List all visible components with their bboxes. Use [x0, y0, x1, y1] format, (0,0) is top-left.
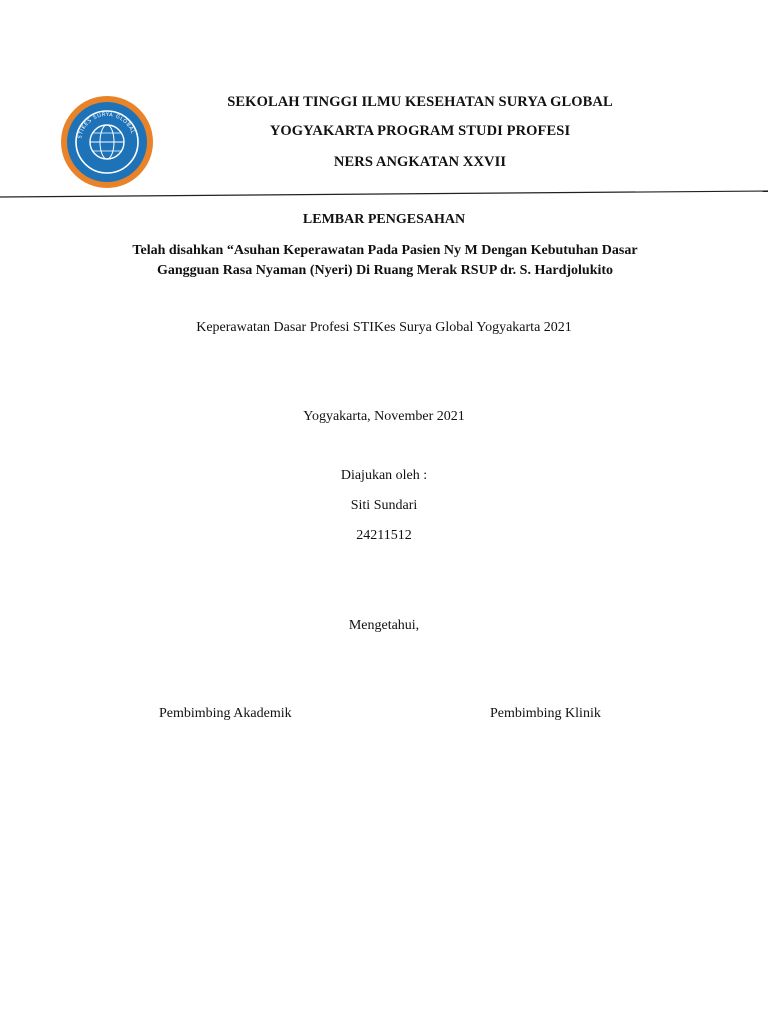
- header-line-1: SEKOLAH TINGGI ILMU KESEHATAN SURYA GLOBAL: [227, 94, 613, 110]
- student-name: Siti Sundari: [350, 498, 418, 513]
- document-subtitle-line-1: Telah disahkan “Asuhan Keperawatan Pada Pasien Ny M Dengan Kebutuhan Dasar: [132, 243, 638, 258]
- signature-academic-supervisor: Pembimbing Akademik: [159, 706, 292, 721]
- acknowledged-label: Mengetahui,: [348, 618, 420, 633]
- header-line-3: NERS ANGKATAN XXVII: [333, 154, 507, 170]
- header-divider: [0, 189, 768, 199]
- logo-ring-text: STIKES SURYA GLOBAL: [77, 111, 136, 140]
- seal-svg: [60, 95, 154, 189]
- document-subtitle-line-2: Gangguan Rasa Nyaman (Nyeri) Di Ruang Merak RSUP dr. S. Hardjolukito: [156, 263, 614, 278]
- student-id: 24211512: [356, 528, 412, 543]
- signature-clinical-supervisor: Pembimbing Klinik: [490, 706, 601, 721]
- submitted-by-label: Diajukan oleh :: [340, 468, 428, 483]
- header-divider-line: [0, 191, 768, 197]
- course-line: Keperawatan Dasar Profesi STIKes Surya Global Yogyakarta 2021: [196, 320, 572, 335]
- document-title: LEMBAR PENGESAHAN: [302, 212, 466, 227]
- header-line-2: YOGYAKARTA PROGRAM STUDI PROFESI: [269, 123, 571, 139]
- institution-logo-icon: [60, 95, 154, 189]
- place-date: Yogyakarta, November 2021: [303, 409, 465, 424]
